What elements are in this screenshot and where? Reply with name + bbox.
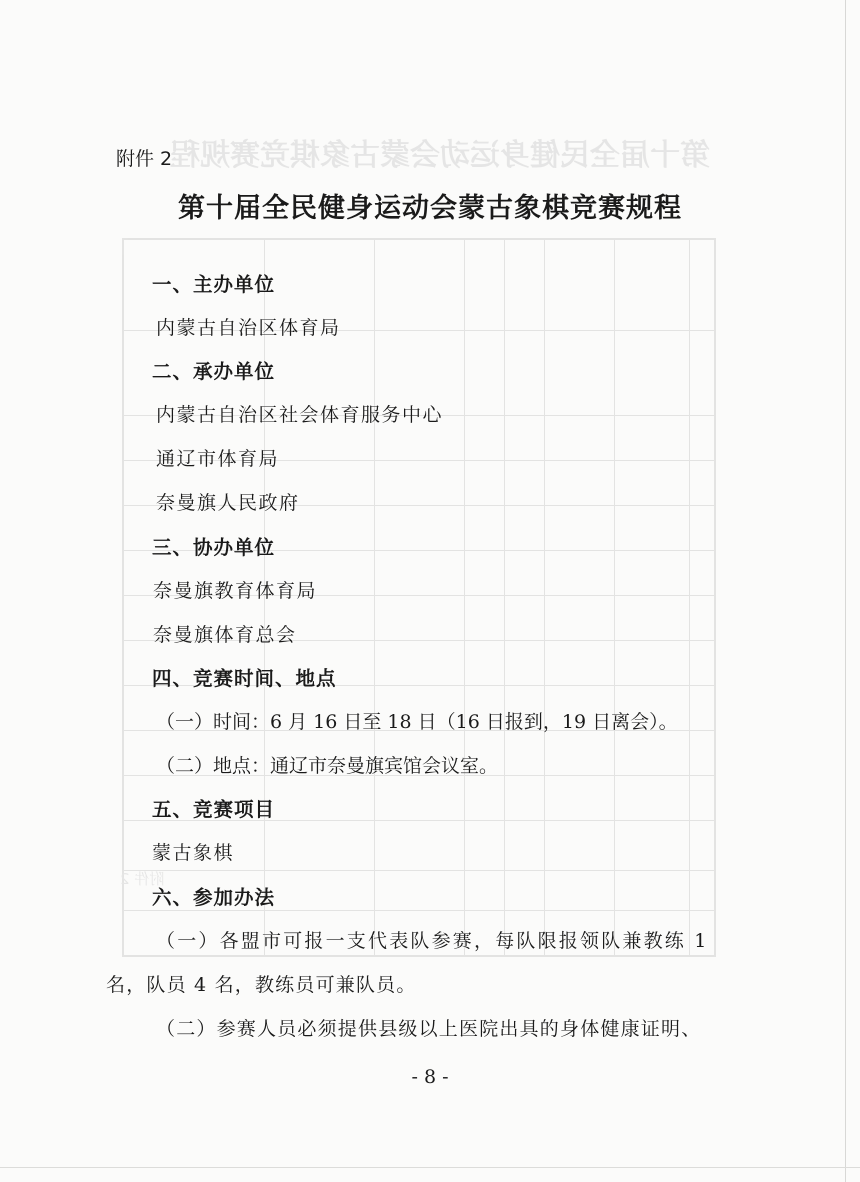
body-line: 蒙古象棋 <box>152 842 235 864</box>
body-line: 内蒙古自治区社会体育服务中心 <box>156 404 444 426</box>
body-line: 奈曼旗人民政府 <box>156 492 300 514</box>
body-line: 通辽市体育局 <box>156 448 280 470</box>
body-line: 奈曼旗教育体育局 <box>153 580 318 602</box>
section-heading: 四、竞赛时间、地点 <box>152 667 337 690</box>
section-heading: 三、协办单位 <box>152 536 276 559</box>
body-line: （二）地点：通辽市奈曼旗宾馆会议室。 <box>156 755 499 777</box>
body-line: （一）各盟市可报一支代表队参赛，每队限报领队兼教练 1 <box>156 930 709 952</box>
page-edge-shadow-bottom <box>0 1167 860 1168</box>
section-heading: 六、参加办法 <box>152 886 276 909</box>
section-heading: 二、承办单位 <box>152 360 276 383</box>
body-line: 奈曼旗体育总会 <box>153 624 297 646</box>
section-heading: 五、竞赛项目 <box>152 798 276 821</box>
body-line: （二）参赛人员必须提供县级以上医院出具的身体健康证明、 <box>156 1018 702 1040</box>
reverse-title-ghost: 第十届全民健身运动会蒙古象棋竞赛规程 <box>170 138 710 173</box>
document-title: 第十届全民健身运动会蒙古象棋竞赛规程 <box>178 193 682 224</box>
page-number: - 8 - <box>411 1066 449 1088</box>
page-edge-shadow <box>845 0 846 1182</box>
body-line: （一）时间：6 月 16 日至 18 日（16 日报到，19 日离会）。 <box>156 711 678 733</box>
body-line: 名，队员 4 名，教练员可兼队员。 <box>106 974 417 996</box>
body-line: 内蒙古自治区体育局 <box>156 317 341 339</box>
reverse-footer-ghost: 附件 2 <box>120 870 165 888</box>
attachment-label: 附件 2 <box>116 148 173 170</box>
section-heading: 一、主办单位 <box>152 273 276 296</box>
